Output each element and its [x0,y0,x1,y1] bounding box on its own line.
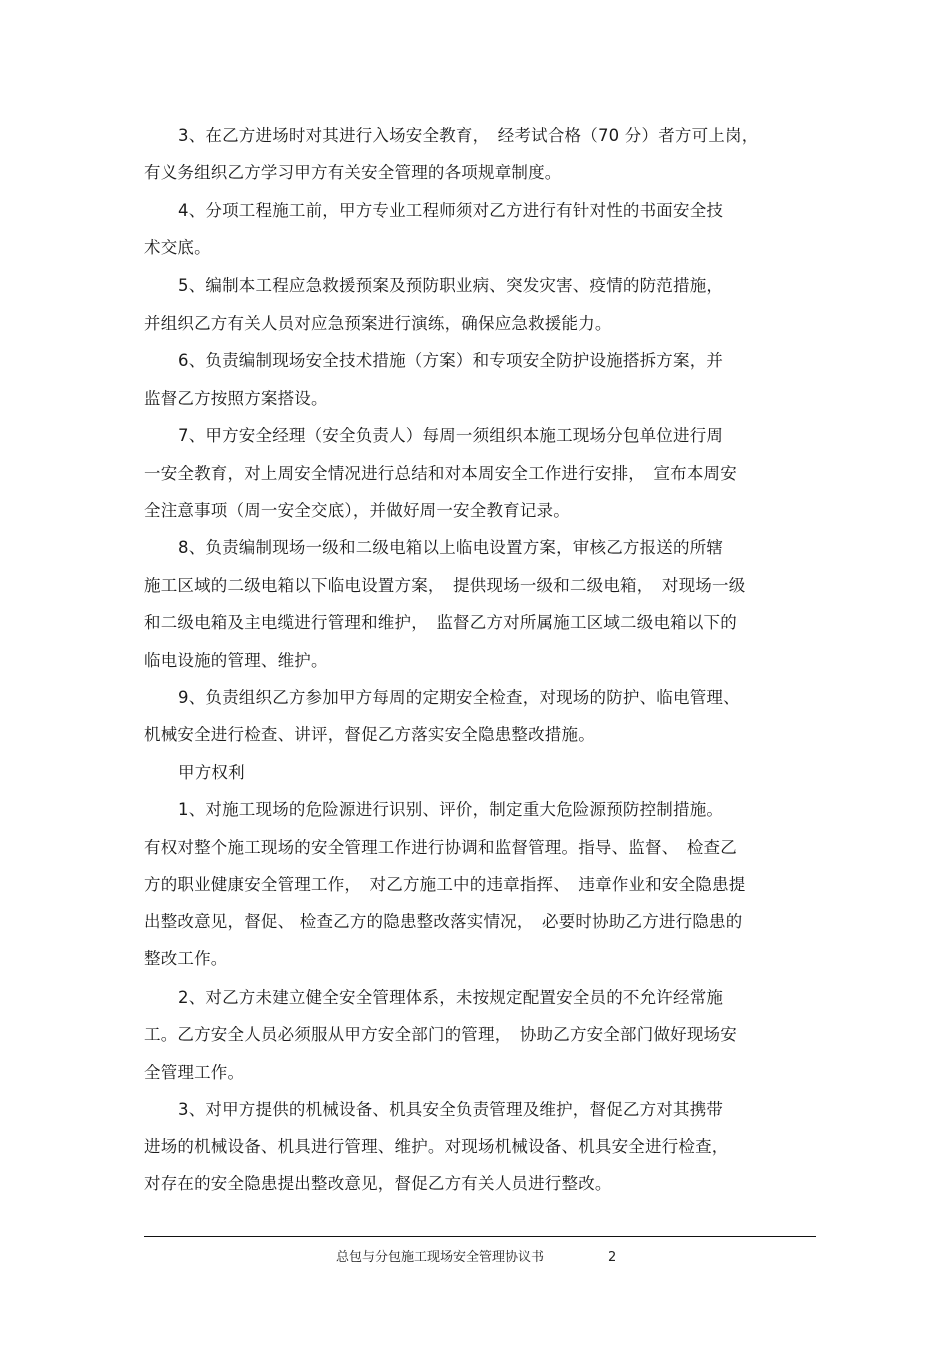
section-heading: 甲方权利 [178,763,245,782]
text-line: 有权对整个施工现场的安全管理工作进行协调和监督管理。指导、监督、 检查乙 [144,838,737,857]
footer-divider [144,1236,816,1237]
text-line: 4、分项工程施工前，甲方专业工程师须对乙方进行有针对性的书面安全技 [178,201,724,220]
text-line: 一安全教育，对上周安全情况进行总结和对本周安全工作进行安排， 宣布本周安 [144,464,737,483]
text-line: 7、甲方安全经理（安全负责人）每周一须组织本施工现场分包单位进行周 [178,426,724,445]
text-line: 整改工作。 [144,949,228,968]
text-line: 方的职业健康安全管理工作， 对乙方施工中的违章指挥、 违章作业和安全隐患提 [144,875,746,894]
text-line: 8、负责编制现场一级和二级电箱以上临电设置方案，审核乙方报送的所辖 [178,538,724,557]
text-line: 全管理工作。 [144,1063,245,1082]
text-line: 并组织乙方有关人员对应急预案进行演练，确保应急救援能力。 [144,314,612,333]
text-line: 对存在的安全隐患提出整改意见，督促乙方有关人员进行整改。 [144,1174,612,1193]
text-line: 有义务组织乙方学习甲方有关安全管理的各项规章制度。 [144,163,562,182]
text-line: 1、对施工现场的危险源进行识别、评价，制定重大危险源预防控制措施。 [178,800,724,819]
text-line: 进场的机械设备、机具进行管理、维护。对现场机械设备、机具安全进行检查， [144,1137,729,1156]
text-line: 监督乙方按照方案搭设。 [144,389,328,408]
page-number: 2 [608,1250,617,1265]
text-line: 3、在乙方进场时对其进行入场安全教育， 经考试合格（70 分）者方可上岗， [178,126,759,145]
text-line: 和二级电箱及主电缆进行管理和维护， 监督乙方对所属施工区域二级电箱以下的 [144,613,737,632]
text-line: 工。乙方安全人员必须服从甲方安全部门的管理， 协助乙方安全部门做好现场安 [144,1025,737,1044]
text-line: 出整改意见，督促、 检查乙方的隐患整改落实情况， 必要时协助乙方进行隐患的 [144,912,743,931]
text-line: 2、对乙方未建立健全安全管理体系，未按规定配置安全员的不允许经常施 [178,988,724,1007]
text-line: 机械安全进行检查、讲评，督促乙方落实安全隐患整改措施。 [144,725,595,744]
text-line: 3、对甲方提供的机械设备、机具安全负责管理及维护，督促乙方对其携带 [178,1100,724,1119]
text-line: 术交底。 [144,238,211,257]
footer-title: 总包与分包施工现场安全管理协议书 [336,1250,545,1265]
text-line: 施工区域的二级电箱以下临电设置方案， 提供现场一级和二级电箱， 对现场一级 [144,576,746,595]
text-line: 临电设施的管理、维护。 [144,651,328,670]
text-line: 5、编制本工程应急救援预案及预防职业病、突发灾害、疫情的防范措施， [178,276,724,295]
text-line: 6、负责编制现场安全技术措施（方案）和专项安全防护设施搭拆方案，并 [178,351,724,370]
text-line: 9、负责组织乙方参加甲方每周的定期安全检查，对现场的防护、临电管理、 [178,688,740,707]
text-line: 全注意事项（周一安全交底），并做好周一安全教育记录。 [144,501,570,520]
